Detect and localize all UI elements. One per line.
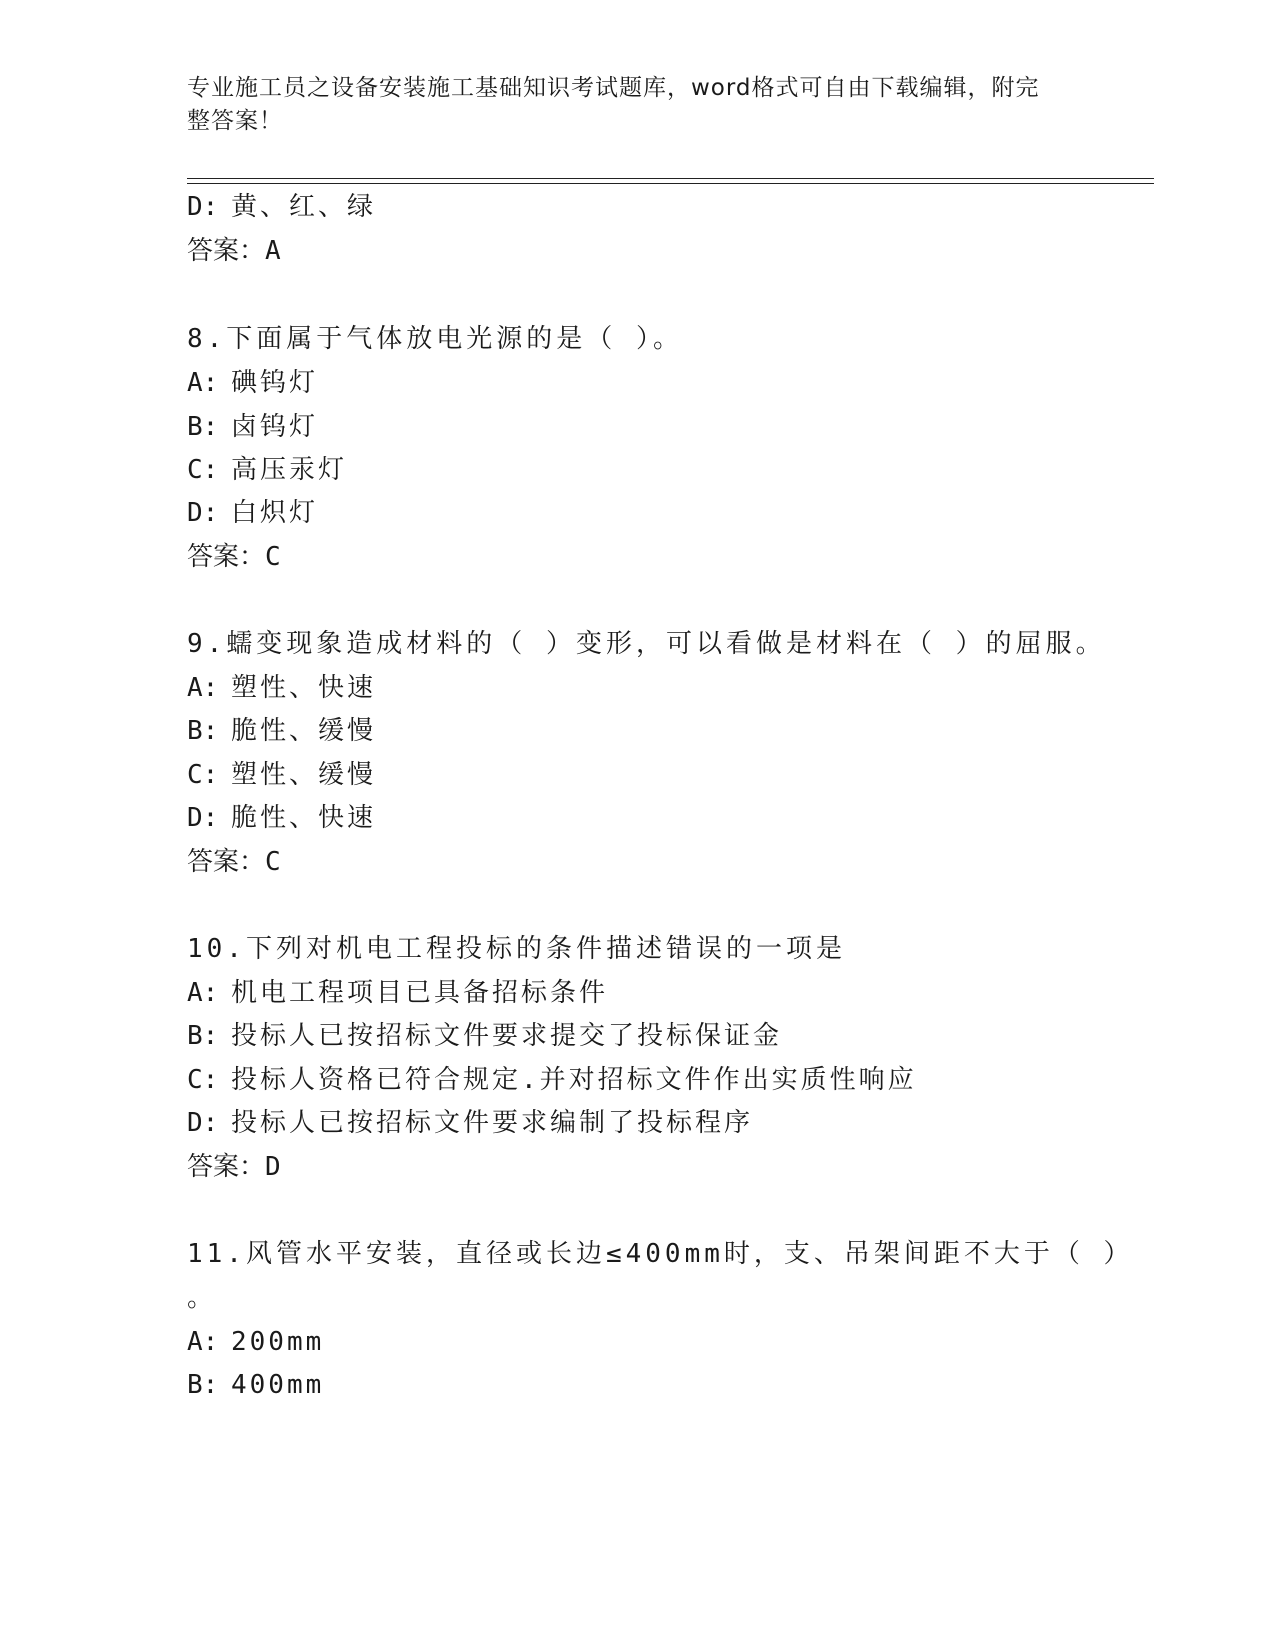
option-text: 高压汞灯	[231, 455, 348, 485]
document-header	[187, 72, 1067, 138]
option-label: B:	[187, 412, 219, 442]
option-text: 黄、红、绿	[231, 192, 377, 222]
option-text: 投标人资格已符合规定.并对招标文件作出实质性响应	[231, 1065, 917, 1095]
answer-row	[187, 234, 281, 268]
option-row	[187, 496, 318, 530]
option-text: 碘钨灯	[231, 368, 319, 398]
option-text: 200mm	[231, 1327, 325, 1357]
answer-row	[187, 1150, 281, 1184]
answer-row	[187, 845, 281, 879]
option-row	[187, 410, 318, 444]
option-row	[187, 671, 376, 705]
option-row	[187, 453, 347, 487]
header-line-2: 整答案！	[187, 108, 283, 134]
answer-value: D	[265, 1152, 281, 1182]
question-stem: 8.下面属于气体放电光源的是（ ）。	[187, 324, 683, 354]
option-row	[187, 190, 376, 224]
option-label: B:	[187, 1021, 219, 1051]
option-label: C:	[187, 1065, 219, 1095]
option-text: 白炽灯	[231, 498, 319, 528]
option-text: 机电工程项目已具备招标条件	[231, 978, 609, 1008]
option-text: 投标人已按招标文件要求编制了投标程序	[231, 1108, 754, 1138]
header-divider-bottom	[187, 183, 1154, 184]
option-text: 脆性、快速	[231, 803, 377, 833]
option-label: B:	[187, 1370, 219, 1400]
option-row	[187, 1325, 324, 1359]
option-text: 塑性、缓慢	[231, 760, 377, 790]
answer-value: A	[265, 236, 281, 266]
option-text: 400mm	[231, 1370, 325, 1400]
answer-label: 答案：	[187, 542, 266, 572]
question-stem: 11.风管水平安装，直径或长边≤400mm时，支、吊架间距不大于（ ）	[187, 1239, 1134, 1269]
answer-label: 答案：	[187, 847, 266, 877]
question-stem: 9.蠕变现象造成材料的（ ）变形，可以看做是材料在（ ）的屈服。	[187, 629, 1106, 659]
option-text: 投标人已按招标文件要求提交了投标保证金	[231, 1021, 783, 1051]
option-label: A:	[187, 978, 219, 1008]
option-label: C:	[187, 455, 219, 485]
option-row	[187, 1106, 753, 1140]
option-label: D:	[187, 803, 219, 833]
option-label: C:	[187, 760, 219, 790]
answer-label: 答案：	[187, 1152, 266, 1182]
option-label: D:	[187, 192, 219, 222]
answer-label: 答案：	[187, 236, 266, 266]
answer-value: C	[265, 542, 281, 572]
option-text: 塑性、快速	[231, 673, 377, 703]
option-row	[187, 714, 376, 748]
option-row	[187, 976, 608, 1010]
question-stem: 10.下列对机电工程投标的条件描述错误的一项是	[187, 934, 846, 964]
answer-row	[187, 540, 281, 574]
option-label: D:	[187, 1108, 219, 1138]
option-label: D:	[187, 498, 219, 528]
answer-value: C	[265, 847, 281, 877]
option-row	[187, 758, 376, 792]
option-label: A:	[187, 368, 219, 398]
option-row	[187, 801, 376, 835]
option-text: 卤钨灯	[231, 412, 319, 442]
option-label: B:	[187, 716, 219, 746]
header-divider-top	[187, 178, 1154, 179]
option-row	[187, 1063, 917, 1097]
question-stem-continuation: 。	[187, 1283, 217, 1313]
option-label: A:	[187, 673, 219, 703]
option-row	[187, 1368, 324, 1402]
option-row	[187, 366, 318, 400]
option-text: 脆性、缓慢	[231, 716, 377, 746]
option-row	[187, 1019, 782, 1053]
header-line-1: 专业施工员之设备安装施工基础知识考试题库，word格式可自由下载编辑，附完	[187, 75, 1040, 101]
option-label: A:	[187, 1327, 219, 1357]
